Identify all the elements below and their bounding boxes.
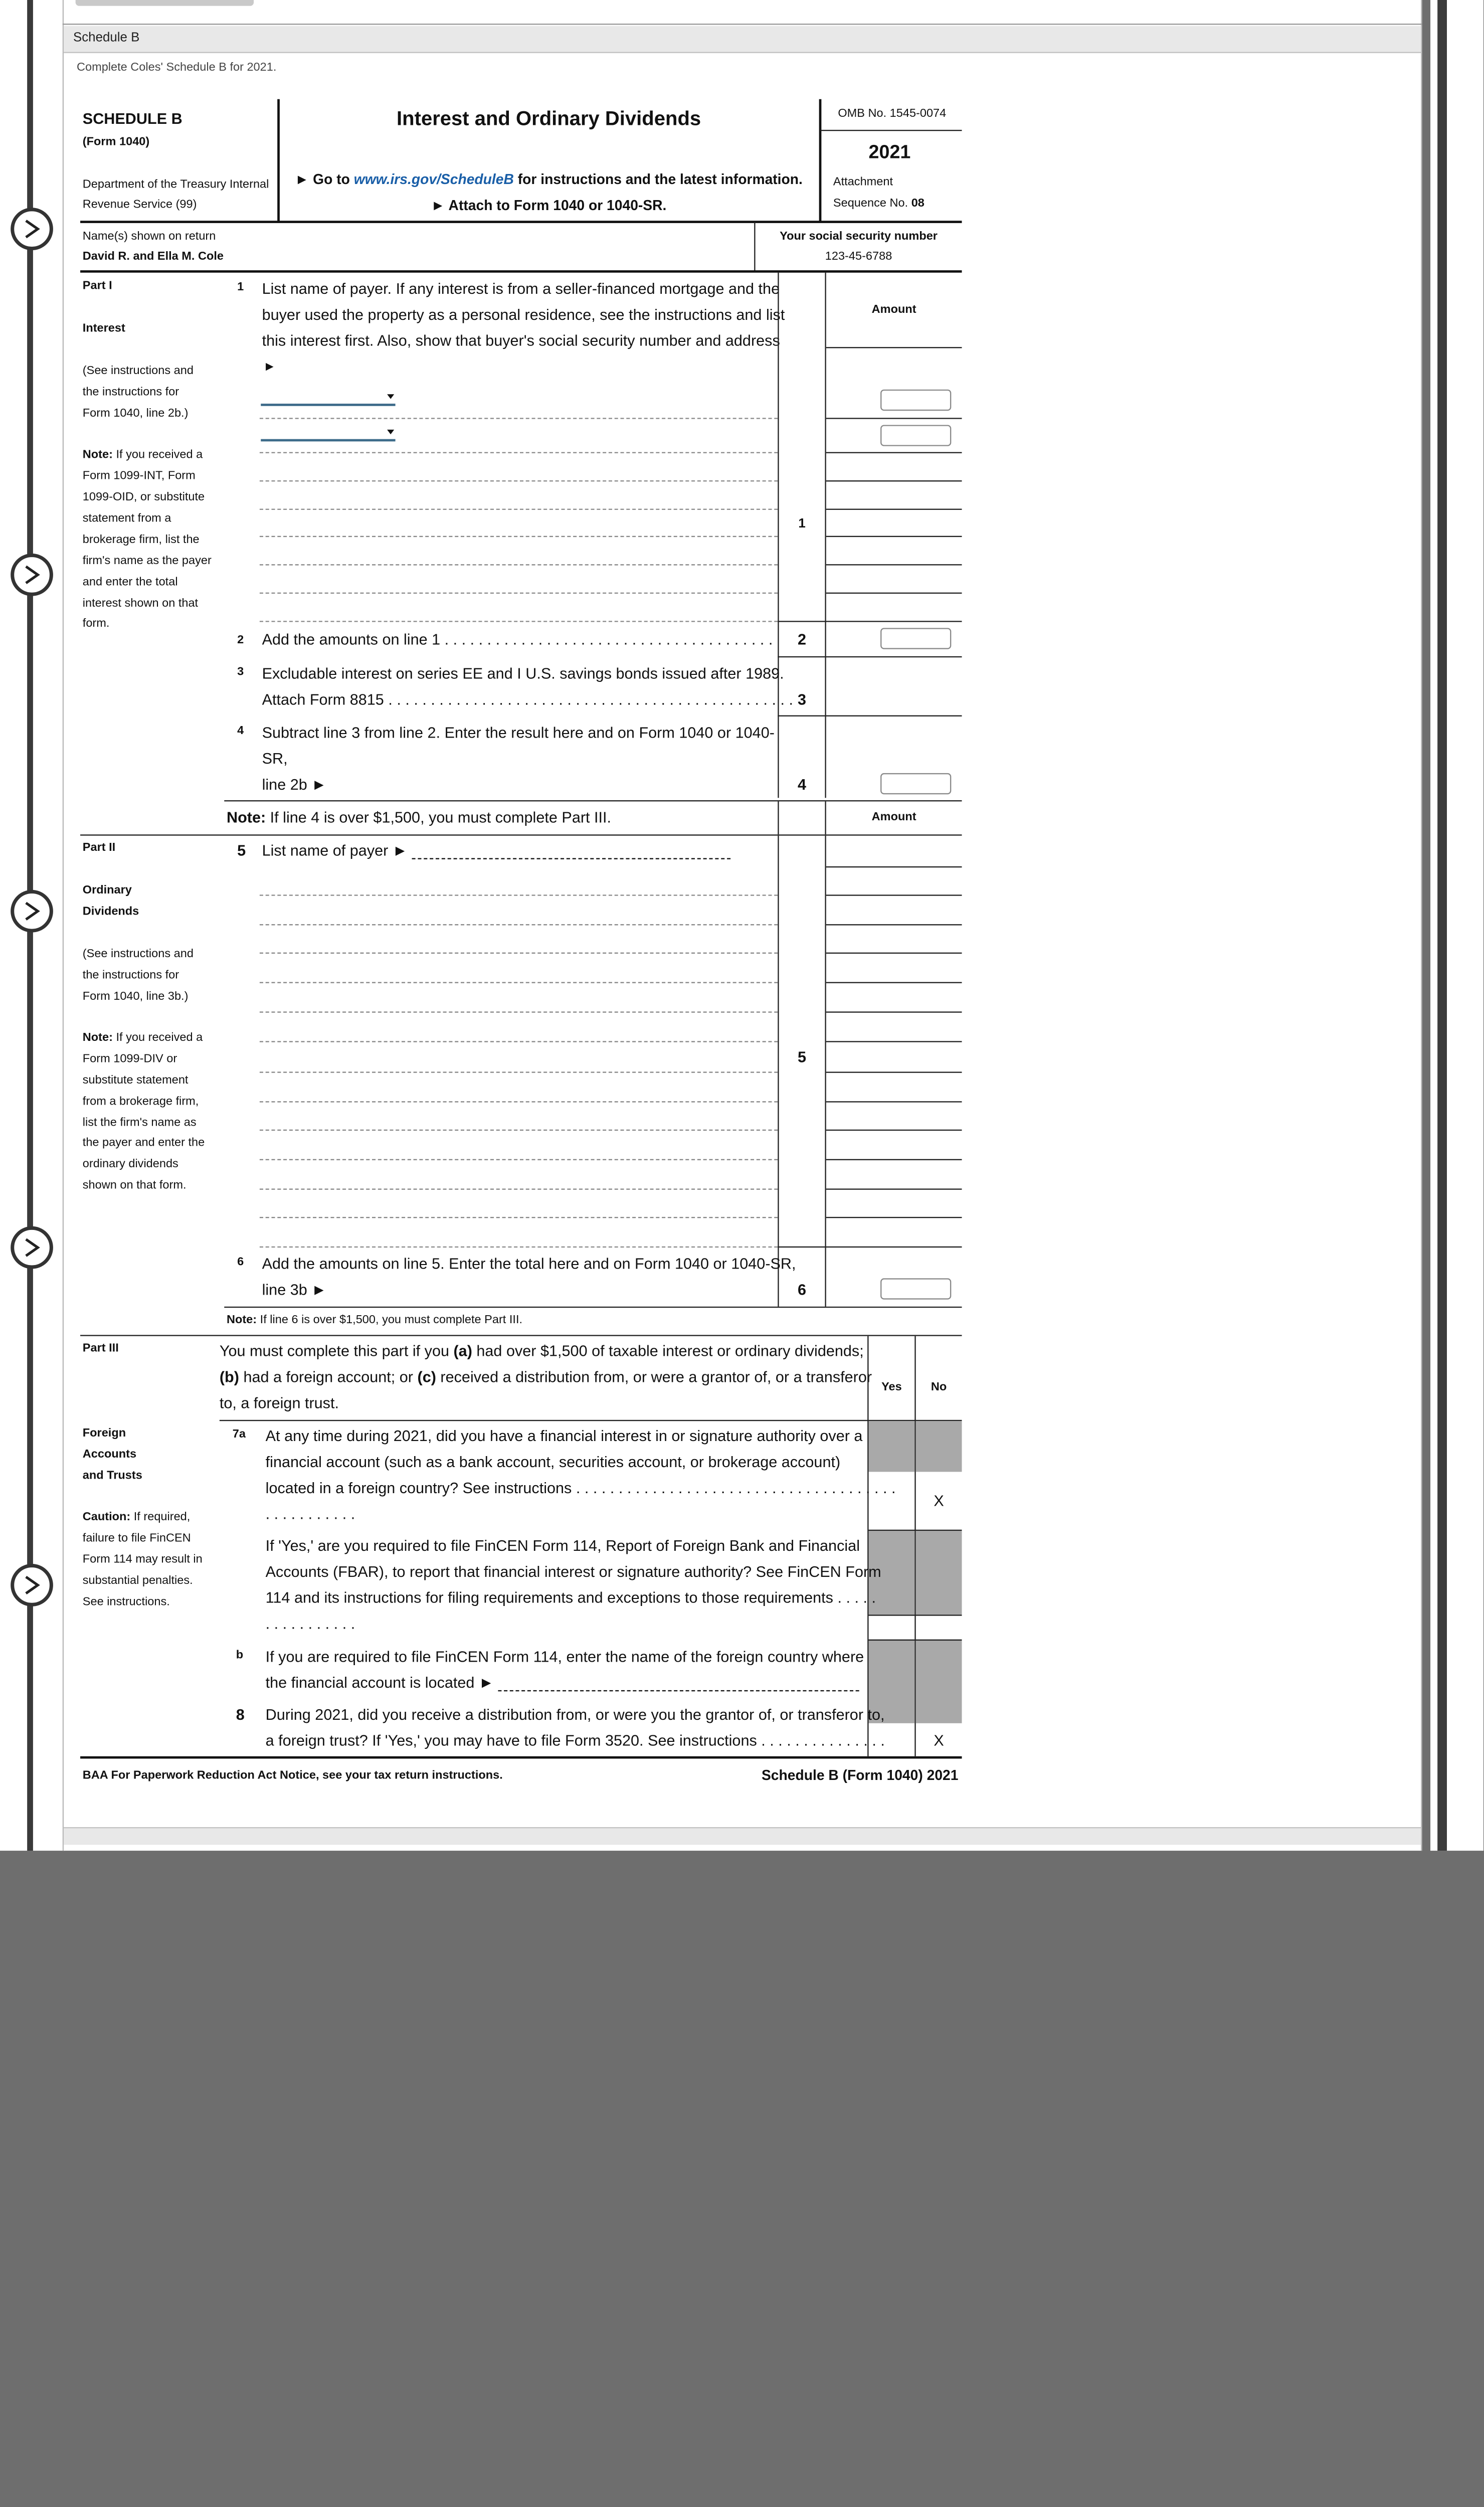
answer-grid-rule xyxy=(869,1530,962,1531)
line1-row-rule xyxy=(260,480,778,481)
part1-note-label: Note: xyxy=(82,448,113,462)
line5-row-rule xyxy=(260,1011,778,1012)
line5-amount-rule xyxy=(826,924,962,925)
omb-divider xyxy=(820,130,962,131)
caution-text: If required, xyxy=(130,1511,191,1524)
intro-a-bold: (a) xyxy=(453,1342,472,1360)
line6-number: 6 xyxy=(237,1256,244,1269)
header-bottom-rule xyxy=(80,221,962,223)
ssn-value: 123-45-6788 xyxy=(825,250,892,263)
part1-note-text: If you received a xyxy=(112,448,203,462)
part2-note-8: shown on that form. xyxy=(82,1179,187,1192)
section-title-bar xyxy=(64,26,1421,53)
line5-box-label: 5 xyxy=(798,1048,807,1066)
chevron-right-icon xyxy=(23,1574,42,1595)
line5-row-rule xyxy=(260,1101,778,1102)
q7a-text-2: financial account (such as a bank account, securities account, or brokerage account) xyxy=(265,1453,841,1471)
part1-bottom-note-label: Note: xyxy=(226,808,266,826)
intro-a1: You must complete this part if you xyxy=(219,1342,454,1360)
panel-top-border xyxy=(63,24,1422,25)
instruction-text: Complete Coles' Schedule B for 2021. xyxy=(77,61,277,75)
part2-col-divider-right xyxy=(825,836,826,1307)
step-arrow-button-3[interactable] xyxy=(11,890,53,933)
sequence-number: 08 xyxy=(911,197,924,211)
no-header: No xyxy=(931,1381,947,1394)
irs-schedule-b-link[interactable]: www.irs.gov/ScheduleB xyxy=(353,171,514,188)
part3-title-3: and Trusts xyxy=(82,1469,142,1483)
line5-row-rule xyxy=(260,1217,778,1218)
line5-payer-field[interactable] xyxy=(412,844,731,859)
line1-amount-rule xyxy=(826,509,962,510)
line4-amount-input[interactable] xyxy=(880,773,951,794)
part2-bottom-rule xyxy=(80,1335,962,1336)
line1-text-c: this interest first. Also, show that buyer's social security number and address xyxy=(262,331,780,349)
part3-caution-5: See instructions. xyxy=(82,1595,170,1609)
line1-box-label: 1 xyxy=(798,517,806,531)
shaded-cell xyxy=(916,1421,962,1472)
line1-row-rule xyxy=(260,593,778,594)
form-bottom-rule xyxy=(80,1756,962,1759)
line1-amount-rule xyxy=(826,536,962,537)
part1-bottom-note-text: If line 4 is over $1,500, you must complete Part III. xyxy=(266,808,612,826)
line5-amount-rule xyxy=(826,894,962,896)
intro-a2: had over $1,500 of taxable interest or ordinary dividends; xyxy=(472,1342,864,1360)
note-row-divider-left xyxy=(778,801,779,834)
yes-header: Yes xyxy=(881,1381,902,1394)
part1-amount-header-rule xyxy=(826,347,962,348)
q7b-text-2 xyxy=(266,1674,859,1691)
q8-number: 8 xyxy=(236,1705,245,1723)
part3-intro-2 xyxy=(220,1368,872,1385)
line3-text-b: Attach Form 8815 . . . . . . . . . . . . . . . . . . . . . . . . . . . . . . . . . . . . . . . . . . . . . . . . xyxy=(262,690,794,708)
goto-prefix: ► Go to xyxy=(295,171,354,188)
line1-amount-rule xyxy=(826,452,962,453)
line5-row-rule xyxy=(260,953,778,954)
part3-caution-1 xyxy=(83,1511,191,1524)
part1-bottom-rule xyxy=(80,834,962,835)
line3-number: 3 xyxy=(237,665,244,679)
line5-number: 5 xyxy=(237,841,246,859)
sequence-line xyxy=(833,197,924,210)
part1-bottom-note xyxy=(227,808,611,826)
line5-text xyxy=(262,841,731,859)
panel-bottom-bar xyxy=(64,1827,1421,1845)
part2-note-2: Form 1099-DIV or xyxy=(82,1052,177,1066)
step-arrow-button-5[interactable] xyxy=(11,1564,53,1606)
payer-select-1[interactable] xyxy=(261,393,395,406)
part3-intro-3: to, a foreign trust. xyxy=(219,1394,339,1412)
line5-amount-rule xyxy=(826,1188,962,1189)
taxpayer-names: David R. and Ella M. Cole xyxy=(82,250,224,263)
attachment-label: Attachment xyxy=(833,175,893,189)
form-title: Interest and Ordinary Dividends xyxy=(397,107,701,130)
dropdown-caret-icon xyxy=(387,394,394,399)
part1-label: Part I xyxy=(82,279,112,293)
part1-note-9: form. xyxy=(82,617,110,631)
shaded-cell xyxy=(916,1640,962,1723)
part1-see-2: the instructions for xyxy=(82,386,179,399)
part2-title-2: Dividends xyxy=(82,905,139,919)
line5-label: List name of payer ► xyxy=(262,841,408,859)
line6-text-b: line 3b ► xyxy=(262,1281,327,1299)
part1-note-6: firm's name as the payer xyxy=(82,555,212,568)
part3-header-rule xyxy=(220,1420,962,1421)
step-arrow-button-2[interactable] xyxy=(11,554,53,596)
part2-bottom-note xyxy=(227,1314,522,1327)
q7a-no-answer[interactable]: X xyxy=(934,1492,944,1510)
part1-see-1: (See instructions and xyxy=(82,365,194,378)
part1-amount-header: Amount xyxy=(871,303,916,316)
line1-amount-rule xyxy=(826,480,962,481)
part3-title-2: Accounts xyxy=(82,1448,137,1462)
ssn-label: Your social security number xyxy=(780,230,938,243)
line5-row-rule xyxy=(260,1130,778,1131)
part2-note-7: ordinary dividends xyxy=(82,1158,178,1171)
part2-col-divider-left xyxy=(778,836,779,1307)
line5-amount-rule xyxy=(826,1130,962,1131)
line1-row-rule xyxy=(260,536,778,537)
sequence-label: Sequence No. xyxy=(833,197,911,211)
form-sub: (Form 1040) xyxy=(82,135,150,149)
line1-amount-input-1[interactable] xyxy=(880,390,951,411)
part2-note-4: from a brokerage firm, xyxy=(82,1095,199,1109)
step-arrow-button-1[interactable] xyxy=(11,208,53,250)
line6-bottom-rule xyxy=(224,1307,962,1308)
line5-amount-rule xyxy=(826,1011,962,1012)
footer-form-id: Schedule B (Form 1040) 2021 xyxy=(761,1766,959,1783)
line5-amount-rule xyxy=(826,982,962,983)
foreign-country-field[interactable] xyxy=(498,1676,859,1692)
intro-b2: received a distribution from, or were a grantor of, or a transferor xyxy=(436,1368,872,1386)
q8-text-2: a foreign trust? If 'Yes,' you may have to file Form 3520. See instructions . . . . . . . . . . . . . . . xyxy=(265,1731,885,1749)
line5-amount-rule xyxy=(826,1101,962,1102)
line2-number: 2 xyxy=(237,634,244,647)
line1-row-rule xyxy=(260,564,778,565)
part1-note-8: interest shown on that xyxy=(82,597,199,611)
q7a-text-4: . . . . . . . . . . . xyxy=(265,1505,355,1523)
part1-col-divider-right xyxy=(825,273,826,798)
part1-note-3: 1099-OID, or substitute xyxy=(82,491,205,504)
part1-note-7: and enter the total xyxy=(82,576,178,589)
q7a2-text-4: . . . . . . . . . . . xyxy=(265,1615,355,1633)
step-arrow-button-4[interactable] xyxy=(11,1226,53,1269)
line1-bottom-rule xyxy=(778,621,962,622)
q8-no-answer[interactable]: X xyxy=(934,1731,944,1749)
line6-text-a: Add the amounts on line 5. Enter the total here and on Form 1040 or 1040-SR, xyxy=(262,1255,796,1273)
form-name: SCHEDULE B xyxy=(82,109,182,128)
dept-line2: Revenue Service (99) xyxy=(82,198,197,212)
line1-amount-rule xyxy=(826,418,962,419)
q7a2-text-1: If 'Yes,' are you required to file FinCEN Form 114, Report of Foreign Bank and Financial xyxy=(265,1536,860,1555)
tax-year: 2021 xyxy=(868,142,911,163)
part3-label: Part III xyxy=(82,1342,119,1355)
caution-label: Caution: xyxy=(82,1511,131,1524)
section-title: Schedule B xyxy=(73,31,140,45)
line1-amount-input-2[interactable] xyxy=(880,425,951,446)
part2-amount-header: Amount xyxy=(871,811,916,824)
q7a-number: 7a xyxy=(232,1428,246,1442)
part3-caution-4: substantial penalties. xyxy=(82,1574,193,1588)
payer-select-2[interactable] xyxy=(261,429,395,442)
line4-box-label: 4 xyxy=(798,775,807,793)
line1-row-rule xyxy=(260,509,778,510)
part1-col-divider-left xyxy=(778,273,779,798)
names-bottom-rule xyxy=(80,270,962,273)
line5-amount-rule xyxy=(826,1071,962,1072)
q7b-number: b xyxy=(236,1649,244,1662)
line3-text-a: Excludable interest on series EE and I U.S. savings bonds issued after 1989. xyxy=(262,664,784,682)
line5-row-rule xyxy=(260,1246,778,1247)
line5-amount-rule xyxy=(826,866,962,867)
part3-title-1: Foreign xyxy=(82,1426,126,1440)
part2-note-6: the payer and enter the xyxy=(82,1136,205,1150)
part1-see-3: Form 1040, line 2b.) xyxy=(82,407,189,421)
part2-note-3: substitute statement xyxy=(82,1074,189,1088)
line5-row-rule xyxy=(260,1159,778,1160)
line5-amount-rule xyxy=(826,1217,962,1218)
line5-row-rule xyxy=(260,1071,778,1072)
line5-row-rule xyxy=(260,1041,778,1042)
names-label: Name(s) shown on return xyxy=(82,230,216,243)
attach-line: ► Attach to Form 1040 or 1040-SR. xyxy=(431,197,667,214)
omb-number: OMB No. 1545-0074 xyxy=(838,107,947,121)
part1-note-5: brokerage firm, list the xyxy=(82,533,200,547)
line2-amount-input[interactable] xyxy=(880,628,951,649)
part3-caution-3: Form 114 may result in xyxy=(82,1553,203,1566)
line1-amount-rule xyxy=(826,564,962,565)
line5-amount-rule xyxy=(826,1159,962,1160)
chevron-right-icon xyxy=(23,1237,42,1258)
chevron-right-icon xyxy=(23,218,42,239)
part1-note-4: statement from a xyxy=(82,512,171,525)
line5-row-rule xyxy=(260,894,778,896)
q7a2-text-3: 114 and its instructions for filing requirements and exceptions to those requirements . . . . . xyxy=(265,1588,876,1606)
q7a2-text-2: Accounts (FBAR), to report that financial interest or signature authority? See FinCEN Form xyxy=(265,1562,881,1581)
line6-amount-input[interactable] xyxy=(880,1278,951,1299)
q7b-text-1: If you are required to file FinCEN Form 114, enter the name of the foreign country where xyxy=(265,1648,864,1666)
line5-amount-rule xyxy=(826,953,962,954)
part1-title: Interest xyxy=(82,322,125,335)
line5-row-rule xyxy=(260,982,778,983)
part2-see-1: (See instructions and xyxy=(82,948,194,961)
part3-intro-1 xyxy=(220,1342,864,1359)
q7a-text-3: located in a foreign country? See instructions . . . . . . . . . . . . . . . . . . . . . . . . . . . . . . . . . . . . . . xyxy=(265,1479,896,1497)
previous-section-tab[interactable] xyxy=(76,0,254,6)
line1-text-a: List name of payer. If any interest is from a seller-financed mortgage and the xyxy=(262,279,780,298)
line1-row-rule xyxy=(260,452,778,453)
q7a-text-1: At any time during 2021, did you have a financial interest in or signature authority over a xyxy=(265,1426,863,1445)
line5-row-rule xyxy=(260,924,778,925)
line6-box-label: 6 xyxy=(798,1281,807,1299)
part2-see-2: the instructions for xyxy=(82,969,179,982)
line2-box-label: 2 xyxy=(798,630,807,648)
line3-box-label: 3 xyxy=(798,690,807,708)
goto-suffix: for instructions and the latest information. xyxy=(513,171,803,188)
line4-text-a: Subtract line 3 from line 2. Enter the result here and on Form 1040 or 1040- xyxy=(262,724,775,742)
part2-title-1: Ordinary xyxy=(82,884,132,898)
dropdown-caret-icon xyxy=(387,430,394,434)
part2-bottom-note-text: If line 6 is over $1,500, you must complete Part III. xyxy=(257,1314,523,1327)
q8-text-1: During 2021, did you receive a distribution from, or were you the grantor of, or transferor to, xyxy=(265,1705,885,1723)
names-ssn-divider xyxy=(754,222,755,272)
line3-bottom-rule xyxy=(778,715,962,717)
line5-amount-rule xyxy=(826,1041,962,1042)
line1-amount-rule xyxy=(826,593,962,594)
shaded-cell xyxy=(869,1421,915,1472)
line2-text: Add the amounts on line 1 . . . . . . . . . . . . . . . . . . . . . . . . . . . . . . . . . . . . . . . xyxy=(262,630,773,648)
line1-arrow-icon: ► xyxy=(263,360,276,375)
goto-line xyxy=(279,171,819,188)
part2-note-label: Note: xyxy=(82,1031,113,1045)
part3-caution-2: failure to file FinCEN xyxy=(82,1532,191,1545)
right-scrollbar-track[interactable] xyxy=(1437,0,1447,1851)
line5-bottom-rule xyxy=(778,1246,962,1247)
answer-grid-rule xyxy=(869,1640,962,1641)
part1-note-2: Form 1099-INT, Form xyxy=(82,469,196,483)
dept-line1: Department of the Treasury Internal xyxy=(82,178,269,192)
part2-note-1 xyxy=(83,1031,203,1044)
line4-text-b: SR, xyxy=(262,749,288,768)
header-divider-right xyxy=(819,99,822,222)
intro-c-bold: (c) xyxy=(417,1368,436,1386)
part2-bottom-note-label: Note: xyxy=(226,1314,257,1327)
part2-see-3: Form 1040, line 3b.) xyxy=(82,990,189,1003)
part2-label: Part II xyxy=(82,841,116,855)
line4-number: 4 xyxy=(237,725,244,738)
line1-row-rule xyxy=(260,621,778,622)
chevron-right-icon xyxy=(23,901,42,922)
line1-row-rule xyxy=(260,418,778,419)
line2-bottom-rule xyxy=(778,656,962,657)
part2-note-text: If you received a xyxy=(112,1031,203,1045)
line1-text-b: buyer used the property as a personal residence, see the instructions and list xyxy=(262,305,785,323)
q7b-label: the financial account is located ► xyxy=(265,1673,494,1692)
intro-b1: had a foreign account; or xyxy=(239,1368,418,1386)
line4-bottom-rule xyxy=(224,800,962,801)
answer-grid-rule xyxy=(869,1615,962,1616)
intro-b-bold: (b) xyxy=(219,1368,239,1386)
part2-note-5: list the firm's name as xyxy=(82,1116,197,1130)
shaded-cell xyxy=(916,1531,962,1615)
line4-text-c: line 2b ► xyxy=(262,775,327,793)
line5-row-rule xyxy=(260,1188,778,1189)
footer-baa: BAA For Paperwork Reduction Act Notice, see your tax return instructions. xyxy=(82,1769,503,1782)
line1-number: 1 xyxy=(237,281,244,294)
part1-note-1 xyxy=(83,449,203,462)
chevron-right-icon xyxy=(23,564,42,585)
